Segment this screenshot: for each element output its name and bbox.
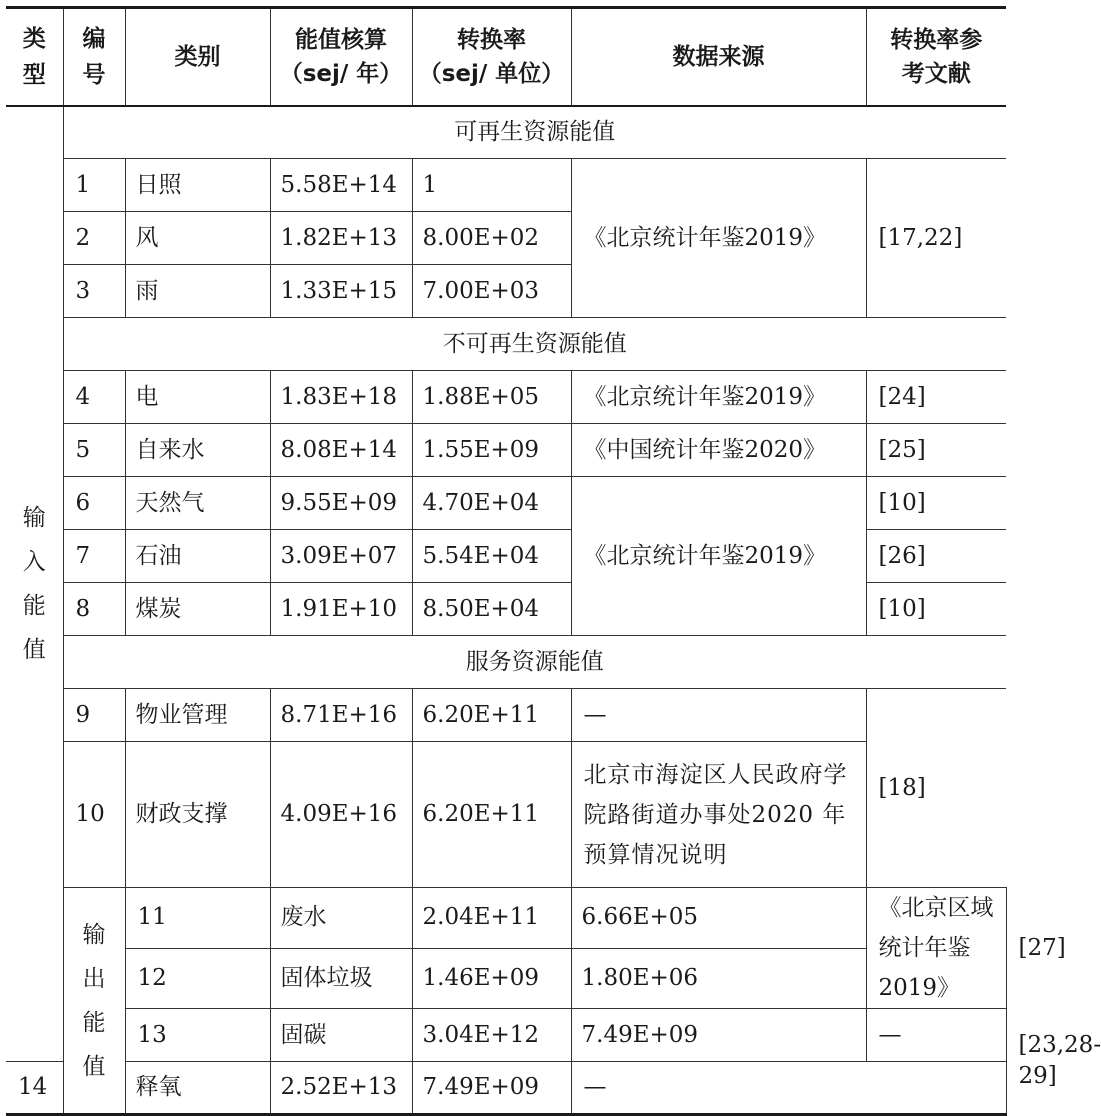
row-num: 8	[63, 583, 125, 636]
row-source: 《北京统计年鉴2019》	[571, 477, 866, 636]
row-rate: 6.66E+05	[571, 888, 866, 949]
table-row	[6, 1062, 1006, 1115]
table-row	[6, 424, 1006, 477]
row-emergy: 1.82E+13	[270, 212, 412, 265]
row-num: 14	[6, 1062, 63, 1115]
row-category: 释氧	[125, 1062, 270, 1115]
table-row	[6, 742, 1006, 888]
section-title-nonrenewable: 不可再生资源能值	[63, 318, 1006, 371]
row-category: 雨	[125, 265, 270, 318]
row-category: 天然气	[125, 477, 270, 530]
row-source: 《北京统计年鉴2019》	[571, 371, 866, 424]
row-emergy: 9.55E+09	[270, 477, 412, 530]
emergy-table-container	[6, 6, 1101, 1116]
row-source: 《中国统计年鉴2020》	[571, 424, 866, 477]
row-num: 5	[63, 424, 125, 477]
row-rate: 6.20E+11	[412, 689, 571, 742]
row-emergy: 1.91E+10	[270, 583, 412, 636]
header-emergy: 能值核算 （sej/ 年）	[270, 8, 412, 106]
row-num: 2	[63, 212, 125, 265]
row-source: —	[571, 689, 866, 742]
section-title-renewable: 可再生资源能值	[63, 106, 1006, 159]
row-category: 废水	[270, 888, 412, 949]
row-num: 4	[63, 371, 125, 424]
row-num: 1	[63, 159, 125, 212]
row-category: 风	[125, 212, 270, 265]
row-rate: 5.54E+04	[412, 530, 571, 583]
section-row-renewable	[6, 106, 1006, 159]
table-row	[6, 948, 1006, 1009]
header-type: 类 型	[6, 8, 63, 106]
row-emergy: 1.83E+18	[270, 371, 412, 424]
row-num: 12	[125, 948, 270, 1009]
group-output: 输 出 能 值	[63, 888, 125, 1115]
row-category: 固体垃圾	[270, 948, 412, 1009]
emergy-table	[6, 6, 1101, 1116]
table-row	[6, 371, 1006, 424]
section-title-service: 服务资源能值	[63, 636, 1006, 689]
row-category: 物业管理	[125, 689, 270, 742]
row-emergy: 8.08E+14	[270, 424, 412, 477]
row-emergy: 1.33E+15	[270, 265, 412, 318]
row-emergy: 2.04E+11	[412, 888, 571, 949]
row-num: 13	[125, 1009, 270, 1062]
header-row	[6, 8, 1006, 106]
row-ref: [10]	[866, 477, 1006, 530]
row-emergy: 4.09E+16	[270, 742, 412, 888]
row-num: 11	[125, 888, 270, 949]
table-row: 13 固碳 3.04E+12 7.49E+09 — [23,28-29]	[6, 1009, 1006, 1062]
row-num: 10	[63, 742, 125, 888]
section-row-nonrenewable	[6, 318, 1006, 371]
row-rate: 8.50E+04	[412, 583, 571, 636]
row-num: 3	[63, 265, 125, 318]
row-ref: [18]	[866, 689, 1006, 888]
row-ref: [17,22]	[866, 159, 1006, 318]
row-emergy: 8.71E+16	[270, 689, 412, 742]
row-ref: [24]	[866, 371, 1006, 424]
row-rate: 8.00E+02	[412, 212, 571, 265]
header-rate: 转换率 （sej/ 单位）	[412, 8, 571, 106]
section-row-service	[6, 636, 1006, 689]
row-ref: [25]	[866, 424, 1006, 477]
row-category: 日照	[125, 159, 270, 212]
row-emergy: 3.04E+12	[412, 1009, 571, 1062]
row-rate: 7.49E+09	[571, 1009, 866, 1062]
row-rate: 1.88E+05	[412, 371, 571, 424]
row-emergy: 3.09E+07	[270, 530, 412, 583]
row-category: 电	[125, 371, 270, 424]
row-emergy: 1.46E+09	[412, 948, 571, 1009]
header-source: 数据来源	[571, 8, 866, 106]
table-row	[6, 159, 1006, 212]
row-rate: 7.49E+09	[412, 1062, 571, 1115]
row-category: 煤炭	[125, 583, 270, 636]
row-emergy: 2.52E+13	[270, 1062, 412, 1115]
table-row	[6, 477, 1006, 530]
row-source: 《北京统计年鉴2019》	[571, 159, 866, 318]
row-category: 固碳	[270, 1009, 412, 1062]
row-emergy: 5.58E+14	[270, 159, 412, 212]
table-row	[6, 689, 1006, 742]
header-ref: 转换率参 考文献	[866, 8, 1006, 106]
row-rate: 7.00E+03	[412, 265, 571, 318]
header-num: 编 号	[63, 8, 125, 106]
row-source: —	[571, 1062, 866, 1115]
row-source: 北京市海淀区人民政府学院路街道办事处2020 年预算情况说明	[571, 742, 866, 888]
row-rate: 1.80E+06	[571, 948, 866, 1009]
row-num: 6	[63, 477, 125, 530]
row-ref: [10]	[866, 583, 1006, 636]
row-rate: 6.20E+11	[412, 742, 571, 888]
group-input: 输 入 能 值	[6, 106, 63, 1062]
row-rate: 1.55E+09	[412, 424, 571, 477]
row-category: 财政支撑	[125, 742, 270, 888]
row-source: —	[866, 1009, 1006, 1062]
header-category: 类别	[125, 8, 270, 106]
row-category: 石油	[125, 530, 270, 583]
table-row: 输 出 能 值 11 废水 2.04E+11 6.66E+05 《北京区域统计年鉴2019》 [27]	[6, 888, 1006, 949]
row-num: 7	[63, 530, 125, 583]
row-rate: 1	[412, 159, 571, 212]
row-rate: 4.70E+04	[412, 477, 571, 530]
row-num: 9	[63, 689, 125, 742]
row-category: 自来水	[125, 424, 270, 477]
row-ref: [26]	[866, 530, 1006, 583]
row-source: 《北京区域统计年鉴2019》	[866, 888, 1006, 1009]
